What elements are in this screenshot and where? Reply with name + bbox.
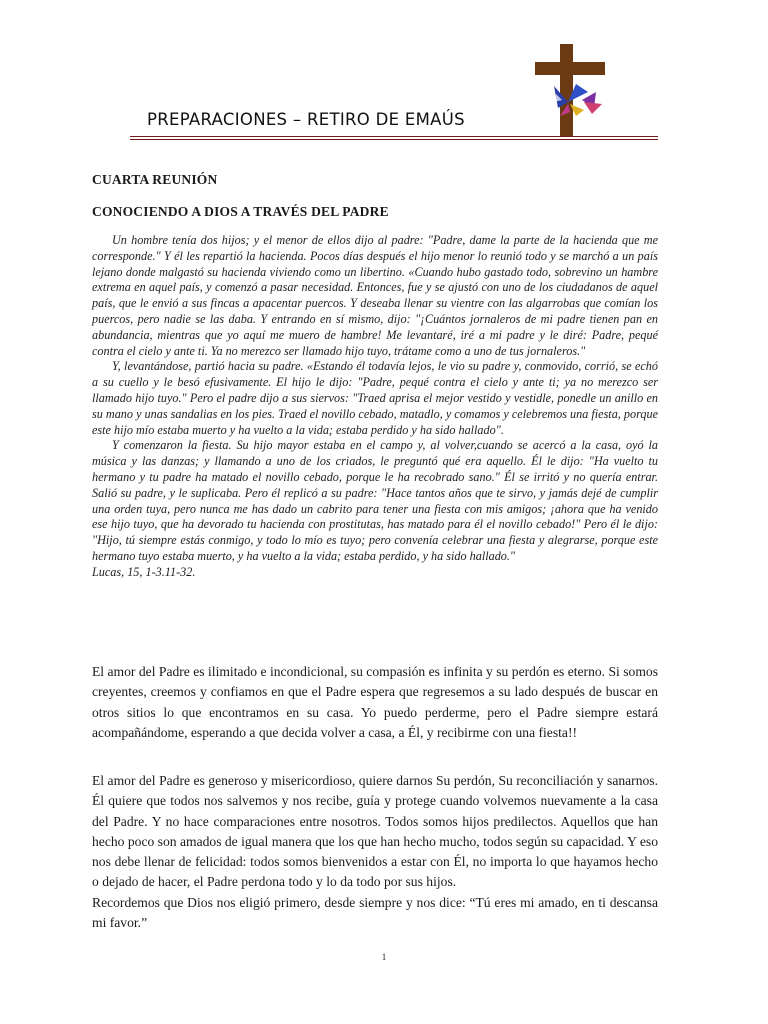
body-paragraph-1: [92, 662, 658, 743]
body-text: Recordemos que Dios nos eligió primero, desde siempre y nos dice: “Tú eres mi amado, en ti descansa mi favor.”: [92, 894, 658, 931]
quote-paragraph: Un hombre tenía dos hijos; y el menor de ellos dijo al padre: "Padre, dame la parte de la hacienda que me corresponde." Y él les repartió la hacienda. Pocos días después el hijo menor lo reunió todo y se marchó a un país lejano donde malgastó su hacienda viviendo como un libertino. «Cuando hubo gastado todo, sobrevino un hambre extrema en aquel país, y comenzó a pasar necesidad. Entonces, fue y se ajustó con uno de los ciudadanos de aquel país, que le envió a sus fincas a apacentar puercos. Y deseaba llenar su vientre con las algarrobas que comían los puercos, pero nadie se las daba. Y entrando en sí mismo, dijo: "¡Cuántos jornaleros de mi padre tienen pan en abundancia, mientras que yo aquí me muero de hambre! Me levantaré, iré a mi padre y le diré: Padre, pequé contra el cielo y ante ti. Ya no merezco ser llamado hijo tuyo, trátame como a uno de tus jornaleros.": [92, 233, 658, 358]
quote-paragraph: Y comenzaron la fiesta. Su hijo mayor estaba en el campo y, al volver,cuando se acercó a la casa, oyó la música y las danzas; y llamando a uno de los criados, le preguntó qué era aquello. Él le dijo: "Ha vuelto tu hermano y tu padre ha matado el novillo cebado, porque le ha recobrado sano." Él se irritó y no quería entrar. Salió su padre, y le suplicaba. Pero él replicó a su padre: "Hace tantos años que te sirvo, y jamás dejé de cumplir una orden tuya, pero nunca me has dado un cabrito para tener una fiesta con mis amigos; ¡ahora que ha venido ese hijo tuyo, que ha devorado tu hacienda con prostitutas, has matado para él el novillo cebado!" Pero él le dijo: "Hijo, tú siempre estás conmigo, y todo lo mío es tuyo; pero convenía celebrar una fiesta y alegrarse, porque este hermano tuyo estaba muerto, y ha vuelto a la vida; estaba perdido, y ha sido hallado.": [92, 438, 658, 563]
page-number: 1: [381, 952, 387, 962]
cross-with-butterflies-icon: [532, 42, 614, 138]
body-paragraph-2: [92, 771, 658, 933]
page-header-title: PREPARACIONES – RETIRO DE EMAÚS: [147, 110, 465, 129]
section-subtitle: CONOCIENDO A DIOS A TRAVÉS DEL PADRE: [92, 204, 389, 219]
body-text: El amor del Padre es generoso y misericordioso, quiere darnos Su perdón, Su reconciliación y sanarnos. Él quiere que todos nos salvemos y nos recibe, guía y protege cuando volvemos nuevamente a la casa del Padre. Y no hace comparaciones entre nosotros. Todos somos hijos predilectos. Aquellos que han hecho poco son amados de igual manera que los que han hecho mucho, todos según su capacidad. Y eso nos debe llenar de felicidad: todos somos bienvenidos a estar con Él, no importa lo que hayamos hecho o dejado de hacer, el Padre perdona todo y lo da todo por sus hijos.: [92, 773, 658, 890]
quote-reference: Lucas, 15, 1-3.11-32.: [92, 564, 196, 579]
section-title: CUARTA REUNIÓN: [92, 172, 218, 187]
scripture-quote: [92, 233, 658, 581]
body-text: El amor del Padre es ilimitado e incondicional, su compasión es infinita y su perdón es eterno. Si somos creyentes, creemos y confiamos en que el Padre espera que regresemos a su lado después de buscar en otros sitios lo que encontramos en su casa. Yo puedo perderme, pero el Padre siempre estará acompañándome, esperando a que decida volver a casa, a Él, y recibirme con una fiesta!!: [92, 664, 658, 740]
header-divider-thin: [130, 139, 658, 140]
quote-paragraph: Y, levantándose, partió hacia su padre. «Estando él todavía lejos, le vio su padre y, conmovido, corrió, se echó a su cuello y le besó efusivamente. El hijo le dijo: "Padre, pequé contra el cielo y ante ti; ya no merezco ser llamado hijo tuyo." Pero el padre dijo a sus siervos: "Traed aprisa el mejor vestido y vestidle, ponedle un anillo en su mano y unas sandalias en los pies. Traed el novillo cebado, matadlo, y comamos y celebremos una fiesta, porque este hijo mío estaba muerto y ha vuelto a la vida; estaba perdido y ha sido hallado".: [92, 359, 658, 437]
